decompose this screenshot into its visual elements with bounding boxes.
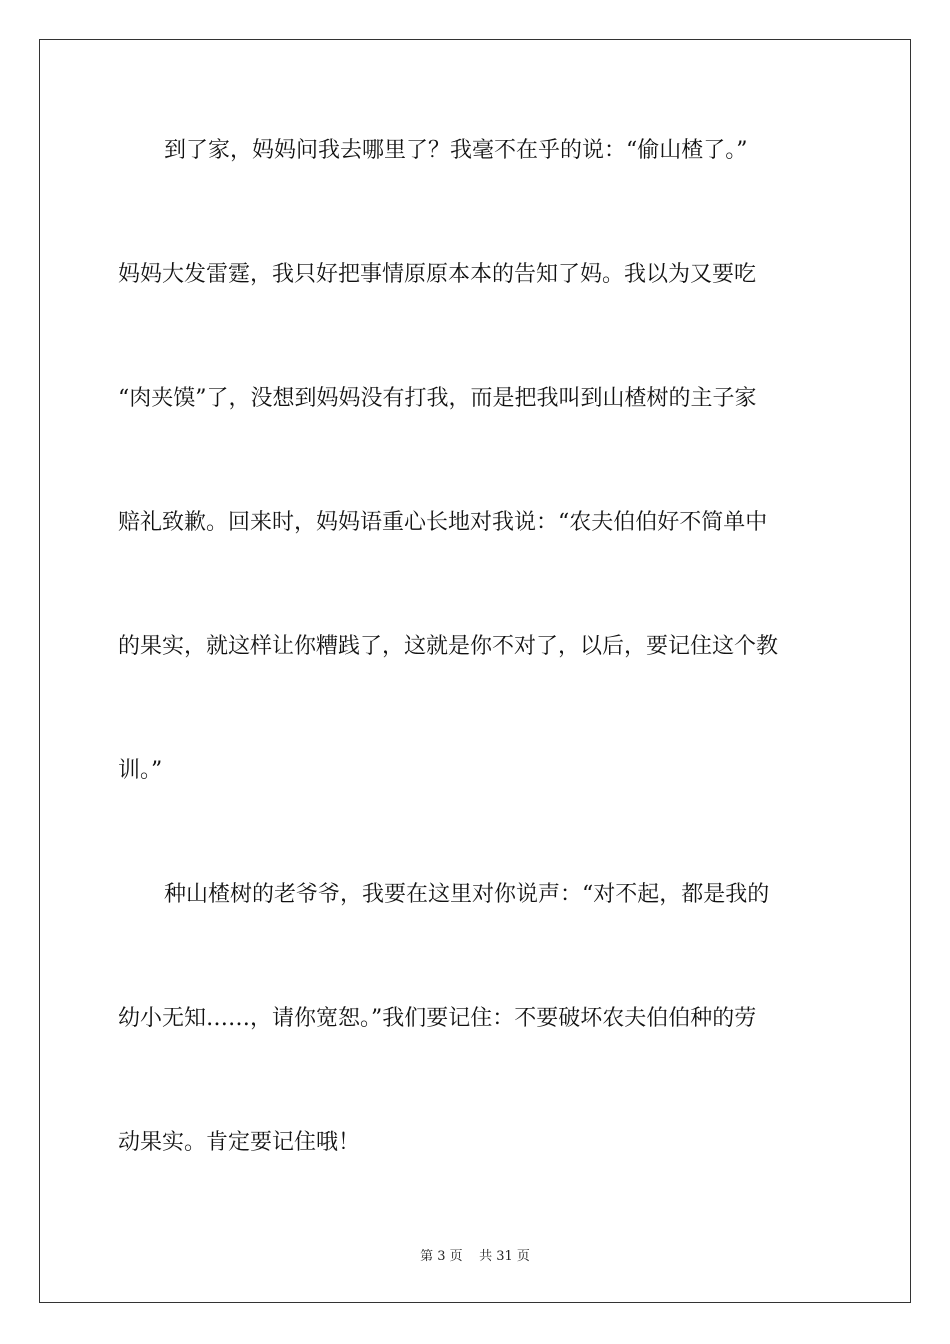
paragraph-line: 种山楂树的老爷爷，我要在这里对你说声：“对不起，都是我的 [164,882,770,907]
paragraph-line: 赔礼致歉。回来时，妈妈语重心长地对我说：“农夫伯伯好不简单中 [118,510,768,535]
page-border [39,39,911,1303]
paragraph-line: “肉夹馍”了，没想到妈妈没有打我，而是把我叫到山楂树的主子家 [118,386,757,411]
paragraph-line: 训。” [118,758,163,783]
paragraph-line: 动果实。肯定要记住哦！ [118,1130,361,1155]
paragraph-line: 幼小无知……，请你宽恕。”我们要记住：不要破坏农夫伯伯种的劳 [118,1006,757,1031]
paragraph-line: 妈妈大发雷霆，我只好把事情原原本本的告知了妈。我以为又要吃 [118,262,757,287]
paragraph-line: 的果实，就这样让你糟践了，这就是你不对了，以后，要记住这个教 [118,634,779,659]
paragraph-line: 到了家，妈妈问我去哪里了？我毫不在乎的说：“偷山楂了。” [164,138,748,163]
page-number: 第 3 页 共 31 页 [420,1249,530,1264]
